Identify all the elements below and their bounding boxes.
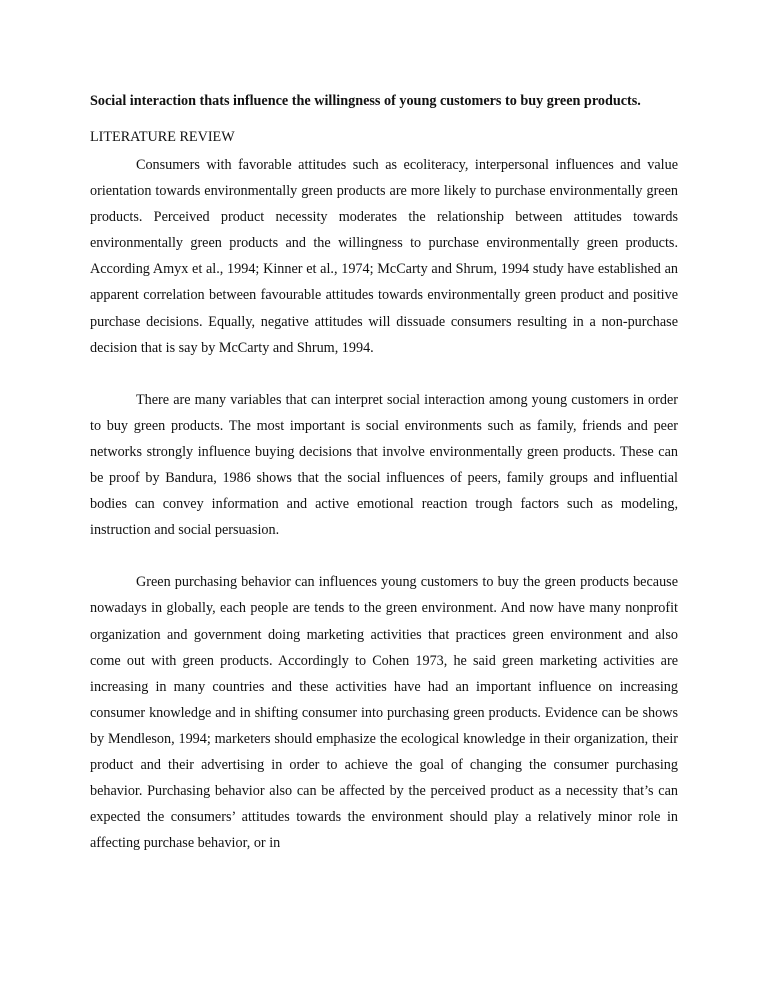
paragraph-3: Green purchasing behavior can influences young customers to buy the green products because nowadays in globally, each people are tends to the green environment. And now have many nonprofit organization and government doing marketing activities that practices green environment and also come out with green products. Accordingly to Cohen 1973, he said green marketing activities are increasing in many countries and these activities have had an important influence on increasing consumer knowledge and in shifting consumer into purchasing green products. Evidence can be shows by Mendleson, 1994; marketers should emphasize the ecological knowledge in their organization, their product and their advertising in order to achieve the goal of changing the consumer purchasing behavior. Purchasing behavior also can be affected by the perceived product as a necessity that’s can expected the consumers’ attitudes towards the environment should play a relatively minor role in affecting purchase behavior, or in [90, 574, 678, 852]
section-heading: LITERATURE REVIEW [90, 129, 235, 145]
paragraph-2: There are many variables that can interpret social interaction among young customers in order to buy green products. The most important is social environments such as family, friends and peer networks strongly influence buying decisions that involve environmentally green products. These can be proof by Bandura, 1986 shows that the social influences of peers, family groups and influential bodies can convey information and active emotional reaction trough factors such as modeling, instruction and social persuasion. [90, 391, 678, 539]
document-title: Social interaction thats influence the willingness of young customers to buy green products. [90, 93, 641, 109]
paragraph-1: Consumers with favorable attitudes such as ecoliteracy, interpersonal influences and value orientation towards environmentally green products are more likely to purchase environmentally green products. Perceived product necessity moderates the relationship between attitudes towards environmentally green products and the willingness to purchase environmentally green products. According Amyx et al., 1994; Kinner et al., 1974; McCarty and Shrum, 1994 study have established an apparent correlation between favourable attitudes towards environmentally green product and positive purchase decisions. Equally, negative attitudes will dissuade consumers resulting in a non-purchase decision that is say by McCarty and Shrum, 1994. [90, 157, 678, 356]
document-body [90, 90, 678, 856]
